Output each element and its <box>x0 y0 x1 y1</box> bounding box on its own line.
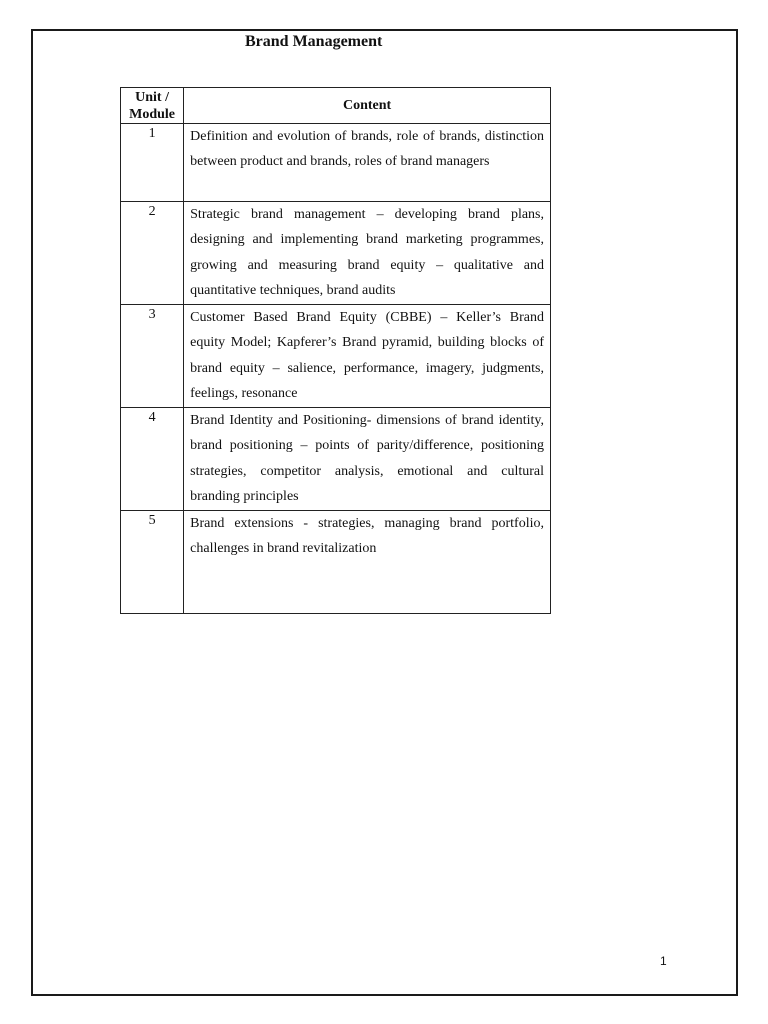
unit-content: Brand extensions - strategies, managing brand portfolio, challenges in brand revitalization <box>184 511 551 614</box>
unit-header-line1: Unit / <box>135 89 169 105</box>
unit-number: 5 <box>121 511 184 614</box>
unit-header-line2: Module <box>129 106 176 122</box>
document-title: Brand Management <box>245 33 383 50</box>
page-number: 1 <box>660 954 667 968</box>
unit-number: 4 <box>121 408 184 511</box>
syllabus-table <box>120 87 551 614</box>
unit-number: 3 <box>121 305 184 408</box>
unit-content: Definition and evolution of brands, role of brands, distinction between product and brands, roles of brand managers <box>184 124 551 202</box>
table-row <box>121 305 551 408</box>
unit-content: Strategic brand management – developing brand plans, designing and implementing brand marketing programmes, growing and measuring brand equity – qualitative and quantitative techniques, brand audits <box>184 202 551 305</box>
table-row <box>121 202 551 305</box>
unit-number: 2 <box>121 202 184 305</box>
unit-content: Customer Based Brand Equity (CBBE) – Keller’s Brand equity Model; Kapferer’s Brand pyramid, building blocks of brand equity – salience, performance, imagery, judgments, feelings, resonance <box>184 305 551 408</box>
unit-content: Brand Identity and Positioning- dimensions of brand identity, brand positioning – points of parity/difference, positioning strategies, competitor analysis, emotional and cultural branding principles <box>184 408 551 511</box>
table-row <box>121 408 551 511</box>
unit-module-header <box>121 88 184 124</box>
table-header-row <box>121 88 551 124</box>
unit-number: 1 <box>121 124 184 202</box>
content-header: Content <box>184 88 551 124</box>
table-row <box>121 124 551 202</box>
table-row <box>121 511 551 614</box>
